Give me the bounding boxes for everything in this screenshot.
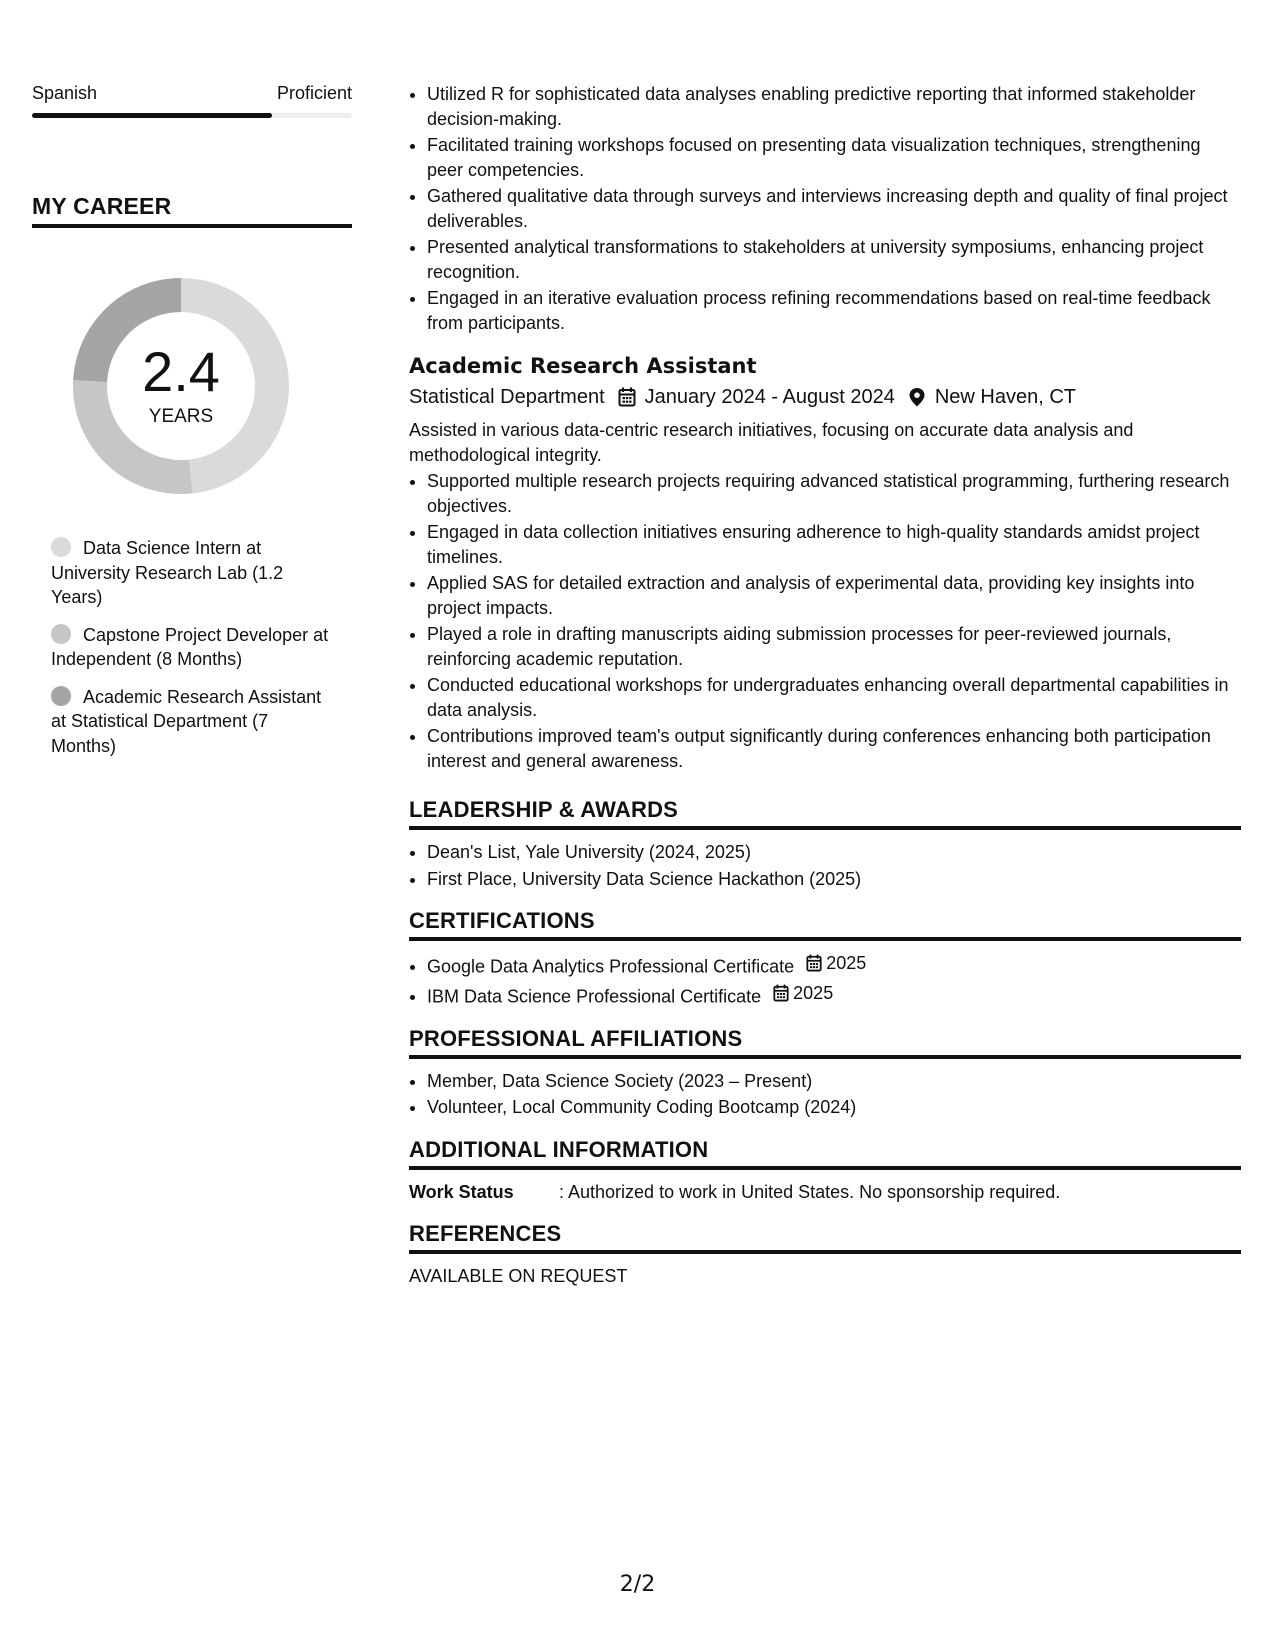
leadership-list [409,840,1241,891]
calendar-icon [806,954,822,972]
career-legend-item [51,623,332,672]
list-item: • First Place, University Data Science Hackathon (2025) [427,867,1241,892]
job-dates: January 2024 - August 2024 [644,386,895,408]
list-item: • Applied SAS for detailed extraction and analysis of experimental data, providing key insights into project impacts. [427,571,1241,620]
references-text: AVAILABLE ON REQUEST [409,1265,628,1286]
list-item: • Dean's List, Yale University (2024, 2025) [427,840,1241,865]
legend-label: Data Science Intern at University Research Lab (1.2 Years) [51,538,284,607]
legend-dot [51,624,71,644]
career-total-unit: YEARS [148,406,214,427]
work-status-label: Work Status [409,1181,514,1202]
language-proficiency-fill [32,113,272,118]
job-meta [409,384,1241,410]
list-item: • Presented analytical transformations to stakeholders at university symposiums, enhancing project recognition. [427,235,1241,284]
legend-dot [51,537,71,557]
career-heading: MY CAREER [32,193,352,228]
legend-label: Academic Research Assistant at Statistical Department (7 Months) [51,686,322,756]
map-pin-icon [908,387,926,407]
certification-year: 2025 [826,953,867,973]
affiliations-heading: PROFESSIONAL AFFILIATIONS [409,1026,1241,1059]
job-bullets [409,469,1241,773]
certifications-heading: CERTIFICATIONS [409,908,1241,941]
job-title: Academic Research Assistant [409,354,757,378]
legend-label: Capstone Project Developer at Independent (8 Months) [51,624,329,669]
list-item: • Conducted educational workshops for undergraduates enhancing overall departmental capabilities in data analysis. [427,673,1241,722]
legend-dot [51,686,71,706]
language-proficiency-bar [32,113,352,118]
work-status-value: : Authorized to work in United States. No sponsorship required. [559,1181,1061,1202]
certification-date [806,951,866,976]
certification-date [773,981,833,1006]
previous-job-bullets [409,82,1241,335]
language-name: Spanish [32,83,98,103]
career-legend-item [51,685,332,759]
language-level: Proficient [276,83,352,103]
certification-year: 2025 [793,982,834,1003]
work-status-row [409,1180,1241,1204]
calendar-icon [773,984,789,1002]
list-item: • Facilitated training workshops focused on presenting data visualization techniques, strengthening peer competencies. [427,133,1241,182]
career-total-years: 2.4 [142,340,220,403]
list-item: • Supported multiple research projects requiring advanced statistical programming, furthering research objectives. [427,469,1241,518]
list-item: • Engaged in an iterative evaluation process refining recommendations based on real-time feedback from participants. [427,286,1241,335]
certification-item [427,981,1241,1009]
references-heading: REFERENCES [409,1221,1241,1254]
certification-name: Google Data Analytics Professional Certificate [427,956,795,977]
list-item: • Engaged in data collection initiatives ensuring adherence to high-quality standards amidst project timelines. [427,520,1241,569]
list-item: • Played a role in drafting manuscripts aiding submission processes for peer-reviewed journals, reinforcing academic reputation. [427,622,1241,671]
leadership-heading: LEADERSHIP & AWARDS [409,797,1241,830]
career-donut-chart [65,270,297,502]
list-item: • Utilized R for sophisticated data analyses enabling predictive reporting that informed stakeholder decision-making. [427,82,1241,131]
right-column [409,82,1241,1288]
list-item: • Gathered qualitative data through surveys and interviews increasing depth and quality of final project deliverables. [427,184,1241,233]
certification-name: IBM Data Science Professional Certificate [427,986,762,1006]
job-location: New Haven, CT [934,386,1076,408]
job-company: Statistical Department [409,386,605,408]
list-item: • Volunteer, Local Community Coding Bootcamp (2024) [427,1095,1241,1120]
list-item: • Member, Data Science Society (2023 – Present) [427,1069,1241,1094]
affiliations-list [409,1069,1241,1120]
page-number: 2/2 [619,1572,656,1597]
language-row [32,82,352,104]
certification-item [427,951,1241,979]
list-item: • Contributions improved team's output significantly during conferences enhancing both participation interest and general awareness. [427,724,1241,773]
left-column [32,82,352,771]
calendar-icon [618,387,636,407]
certifications-list [409,951,1241,1009]
job-summary: Assisted in various data-centric research initiatives, focusing on accurate data analysis and methodological integrity. [409,420,1134,465]
career-legend [32,536,352,758]
career-legend-item [51,536,332,610]
additional-info-heading: ADDITIONAL INFORMATION [409,1137,1241,1170]
